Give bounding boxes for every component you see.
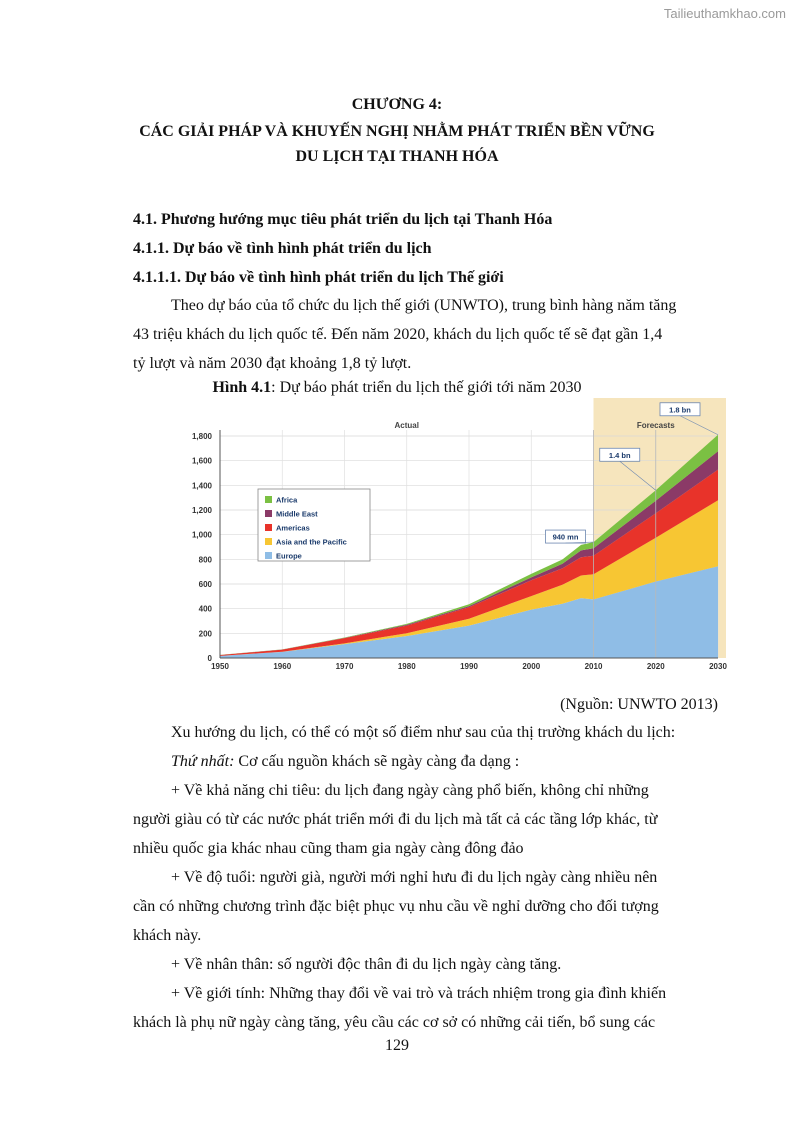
y-tick-label: 1,200 <box>191 506 212 515</box>
figure-label: Hình 4.1 <box>212 379 272 396</box>
x-tick-label: 1970 <box>335 662 354 671</box>
section-heading-4-1-1: 4.1.1. Dự báo về tình hình phát triển du lịch <box>133 240 432 257</box>
body-paragraphs <box>133 718 718 1037</box>
chapter-number: CHƯƠNG 4: <box>351 96 443 113</box>
forecast-region-label: Forecasts <box>636 421 675 430</box>
y-tick-label: 400 <box>198 604 212 614</box>
legend-box <box>258 489 370 561</box>
x-tick-label: 1980 <box>397 662 416 671</box>
page-number: 129 <box>385 1037 409 1054</box>
y-tick-label: 1,000 <box>191 530 212 540</box>
y-tick-label: 1,600 <box>191 456 212 466</box>
y-tick-label: 0 <box>207 654 212 663</box>
gender-line: + Về giới tính: Những thay đổi về vai trò và trách nhiệm trong gia đình khiến <box>171 985 667 1002</box>
legend-item: Americas <box>276 523 310 533</box>
legend-item: Asia and the Pacific <box>276 537 347 547</box>
x-tick-label: 2030 <box>709 662 727 671</box>
y-tick-label: 800 <box>198 555 212 565</box>
legend-swatch <box>265 496 272 503</box>
actual-region-label: Actual <box>394 421 419 430</box>
chapter-title-line2: DU LỊCH TẠI THANH HÓA <box>295 148 499 165</box>
legend-item: Africa <box>276 495 298 505</box>
marital-line: + Về nhân thân: số người độc thân đi du lịch ngày càng tăng. <box>171 956 562 973</box>
trend-intro: Xu hướng du lịch, có thể có một số điểm như sau của thị trường khách du lịch: <box>171 724 676 741</box>
intro-line: 43 triệu khách du lịch quốc tế. Đến năm 2020, khách du lịch quốc tế sẽ đạt gần 1,4 <box>133 326 663 343</box>
annotation-label: 1.8 bn <box>669 405 691 415</box>
y-tick-label: 200 <box>198 629 212 639</box>
figure-source: (Nguồn: UNWTO 2013) <box>560 696 718 713</box>
legend-item: Europe <box>276 551 302 561</box>
x-tick-label: 2010 <box>584 662 603 671</box>
annotation-label: 940 mn <box>552 532 579 542</box>
x-tick-label: 2000 <box>522 662 541 671</box>
legend-swatch <box>265 538 272 545</box>
y-tick-label: 600 <box>198 580 212 589</box>
x-tick-label: 1990 <box>460 662 478 671</box>
intro-line: Theo dự báo của tổ chức du lịch thế giới (UNWTO), trung bình hàng năm tăng <box>171 297 677 314</box>
chapter-title-line1: CÁC GIẢI PHÁP VÀ KHUYẾN NGHỊ NHẰM PHÁT TRIỂN BỀN VỮNG <box>139 123 655 140</box>
legend-swatch <box>265 552 272 559</box>
figure-caption <box>0 379 794 397</box>
first-point <box>133 747 718 776</box>
age-line: khách này. <box>133 927 202 944</box>
watermark: Tailieuthamkhao.com <box>663 6 786 21</box>
legend-item: Middle East <box>276 509 318 519</box>
spending-line: người giàu có từ các nước phát triển mới đi du lịch mà tất cả các tầng lớp khác, từ <box>133 811 658 828</box>
age-line: + Về độ tuổi: người già, người mới nghỉ hưu đi du lịch ngày càng nhiều nên <box>171 869 658 886</box>
intro-line: tỷ lượt và năm 2030 đạt khoảng 1,8 tỷ lượt. <box>133 355 412 372</box>
annotation-label: 1.4 bn <box>608 450 631 460</box>
x-tick-label: 2020 <box>646 662 665 671</box>
tourism-forecast-chart <box>190 398 730 683</box>
x-tick-label: 1950 <box>211 662 229 671</box>
y-tick-label: 1,400 <box>191 481 212 491</box>
y-tick-label: 1,800 <box>191 432 212 441</box>
spending-line: nhiều quốc gia khác nhau cũng tham gia ngày càng đông đảo <box>133 840 524 857</box>
spending-line: + Về khả năng chi tiêu: du lịch đang ngày càng phổ biến, không chỉ những <box>171 782 649 799</box>
figure-caption-text: : Dự báo phát triển du lịch thế giới tới năm 2030 <box>271 379 582 396</box>
first-text: Cơ cấu nguồn khách sẽ ngày càng đa dạng : <box>234 753 520 770</box>
section-heading-4-1-1-1: 4.1.1.1. Dự báo về tình hình phát triển du lịch Thế giới <box>133 269 504 286</box>
legend-swatch <box>265 524 272 531</box>
section-heading-4-1: 4.1. Phương hướng mục tiêu phát triển du lịch tại Thanh Hóa <box>133 211 553 228</box>
intro-paragraph <box>133 291 718 378</box>
age-line: cần có những chương trình đặc biệt phục vụ nhu cầu về nghỉ dưỡng cho đối tượng <box>133 898 659 915</box>
gender-line: khách là phụ nữ ngày càng tăng, yêu cầu các cơ sở có những cải tiến, bổ sung các <box>133 1014 656 1031</box>
first-label: Thứ nhất: <box>171 753 235 770</box>
legend-swatch <box>265 510 272 517</box>
x-tick-label: 1960 <box>273 662 292 671</box>
